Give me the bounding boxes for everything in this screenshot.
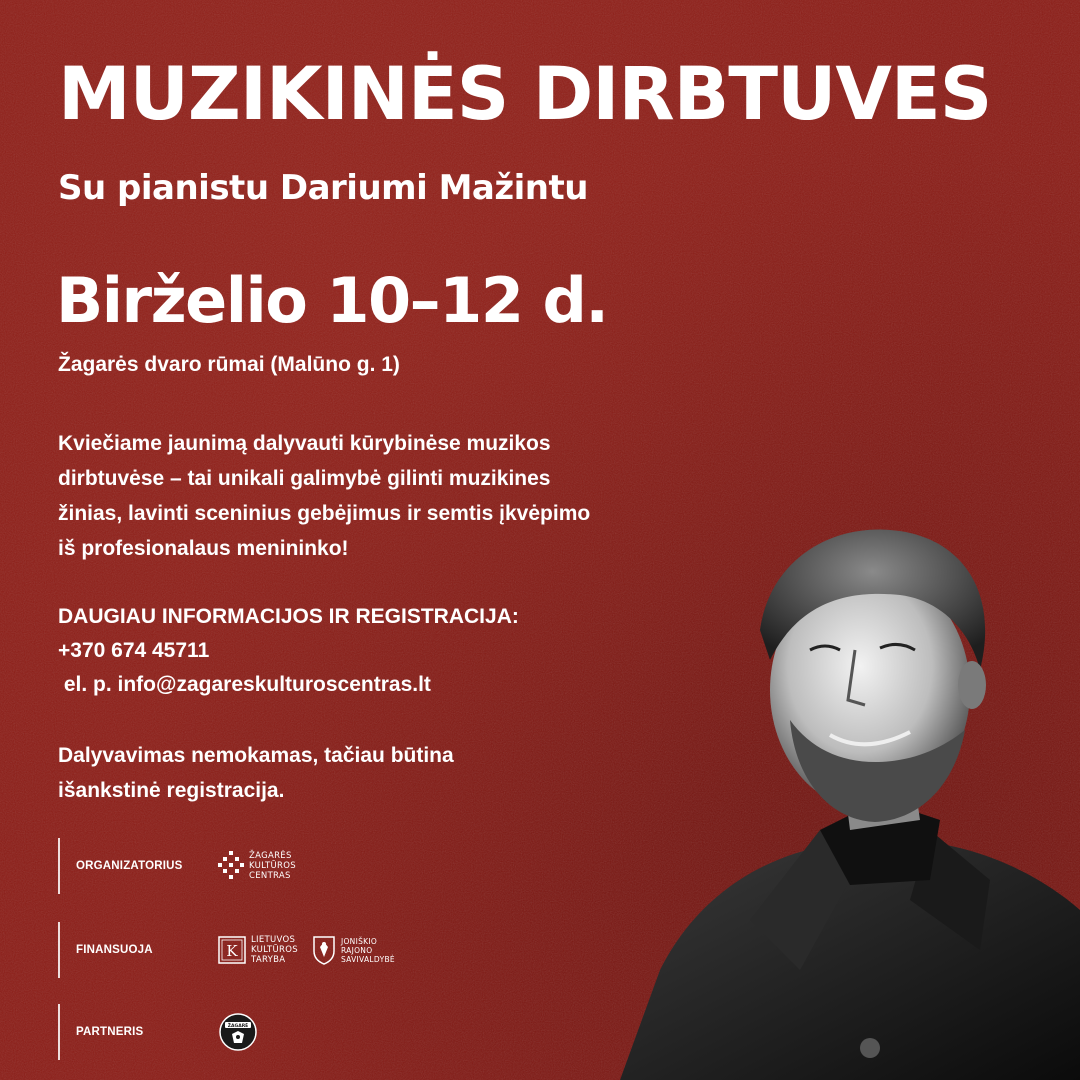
note-line: išankstinė registracija. — [58, 779, 285, 802]
partner-row — [58, 1004, 272, 1060]
partner-label: PARTNERIS — [76, 1026, 144, 1038]
pianist-portrait — [580, 500, 1080, 1080]
logo-text: ŽAGARĖS — [249, 851, 292, 861]
note-line: Dalyvavimas nemokamas, tačiau būtina — [58, 744, 454, 767]
poster-subtitle: Su pianistu Dariumi Mažintu — [58, 168, 588, 208]
k-letter: K — [226, 942, 238, 960]
organizer-row — [58, 838, 310, 894]
logo-text: CENTRAS — [249, 871, 291, 881]
description-line: iš profesionalaus menininko! — [58, 537, 349, 560]
poster-title: MUZIKINĖS DIRBTUVES — [58, 52, 992, 137]
event-date: Birželio 10–12 d. — [56, 264, 608, 337]
logo-text: KULTŪROS — [251, 945, 298, 955]
dot-pattern-logo-icon — [218, 851, 244, 881]
contact-heading: DAUGIAU INFORMACIJOS IR REGISTRACIJA: — [58, 605, 519, 628]
lietuvos-kulturos-taryba-logo — [218, 935, 298, 965]
description-line: Kviečiame jaunimą dalyvauti kūrybinėse muzikos — [58, 432, 551, 455]
funding-label: FINANSUOJA — [76, 944, 153, 956]
description-line: dirbtuvėse – tai unikali galimybė gilinti muzikines — [58, 467, 551, 490]
logo-text: TARYBA — [251, 955, 286, 965]
logo-text: SAVIVALDYBĖ — [340, 954, 395, 964]
event-venue: Žagarės dvaro rūmai (Malūno g. 1) — [58, 353, 400, 376]
logo-text: JONIŠKIO — [340, 936, 378, 946]
logo-text: RAJONO — [340, 945, 373, 955]
contact-email[interactable]: el. p. info@zagareskulturoscentras.lt — [58, 673, 431, 696]
joniskio-savivaldybe-logo — [312, 935, 395, 965]
coat-of-arms-icon — [312, 935, 336, 965]
funding-row — [58, 922, 409, 978]
logo-text: LIETUVOS — [251, 935, 296, 945]
badge-emblem-icon — [218, 1012, 258, 1052]
k-square-logo-icon — [218, 936, 246, 964]
sponsor-divider — [58, 1004, 60, 1060]
sponsor-divider — [58, 838, 60, 894]
partner-logo — [218, 1012, 258, 1052]
organizer-label: ORGANIZATORIUS — [76, 860, 183, 872]
sponsor-divider — [58, 922, 60, 978]
contact-phone[interactable]: +370 674 45711 — [58, 639, 210, 662]
partner-caption: ŽAGARĖ — [227, 1024, 249, 1029]
zagares-kulturos-centras-logo — [218, 851, 296, 881]
description-line: žinias, lavinti sceninius gebėjimus ir semtis įkvėpimo — [58, 502, 591, 525]
logo-text: KULTŪROS — [249, 861, 296, 871]
